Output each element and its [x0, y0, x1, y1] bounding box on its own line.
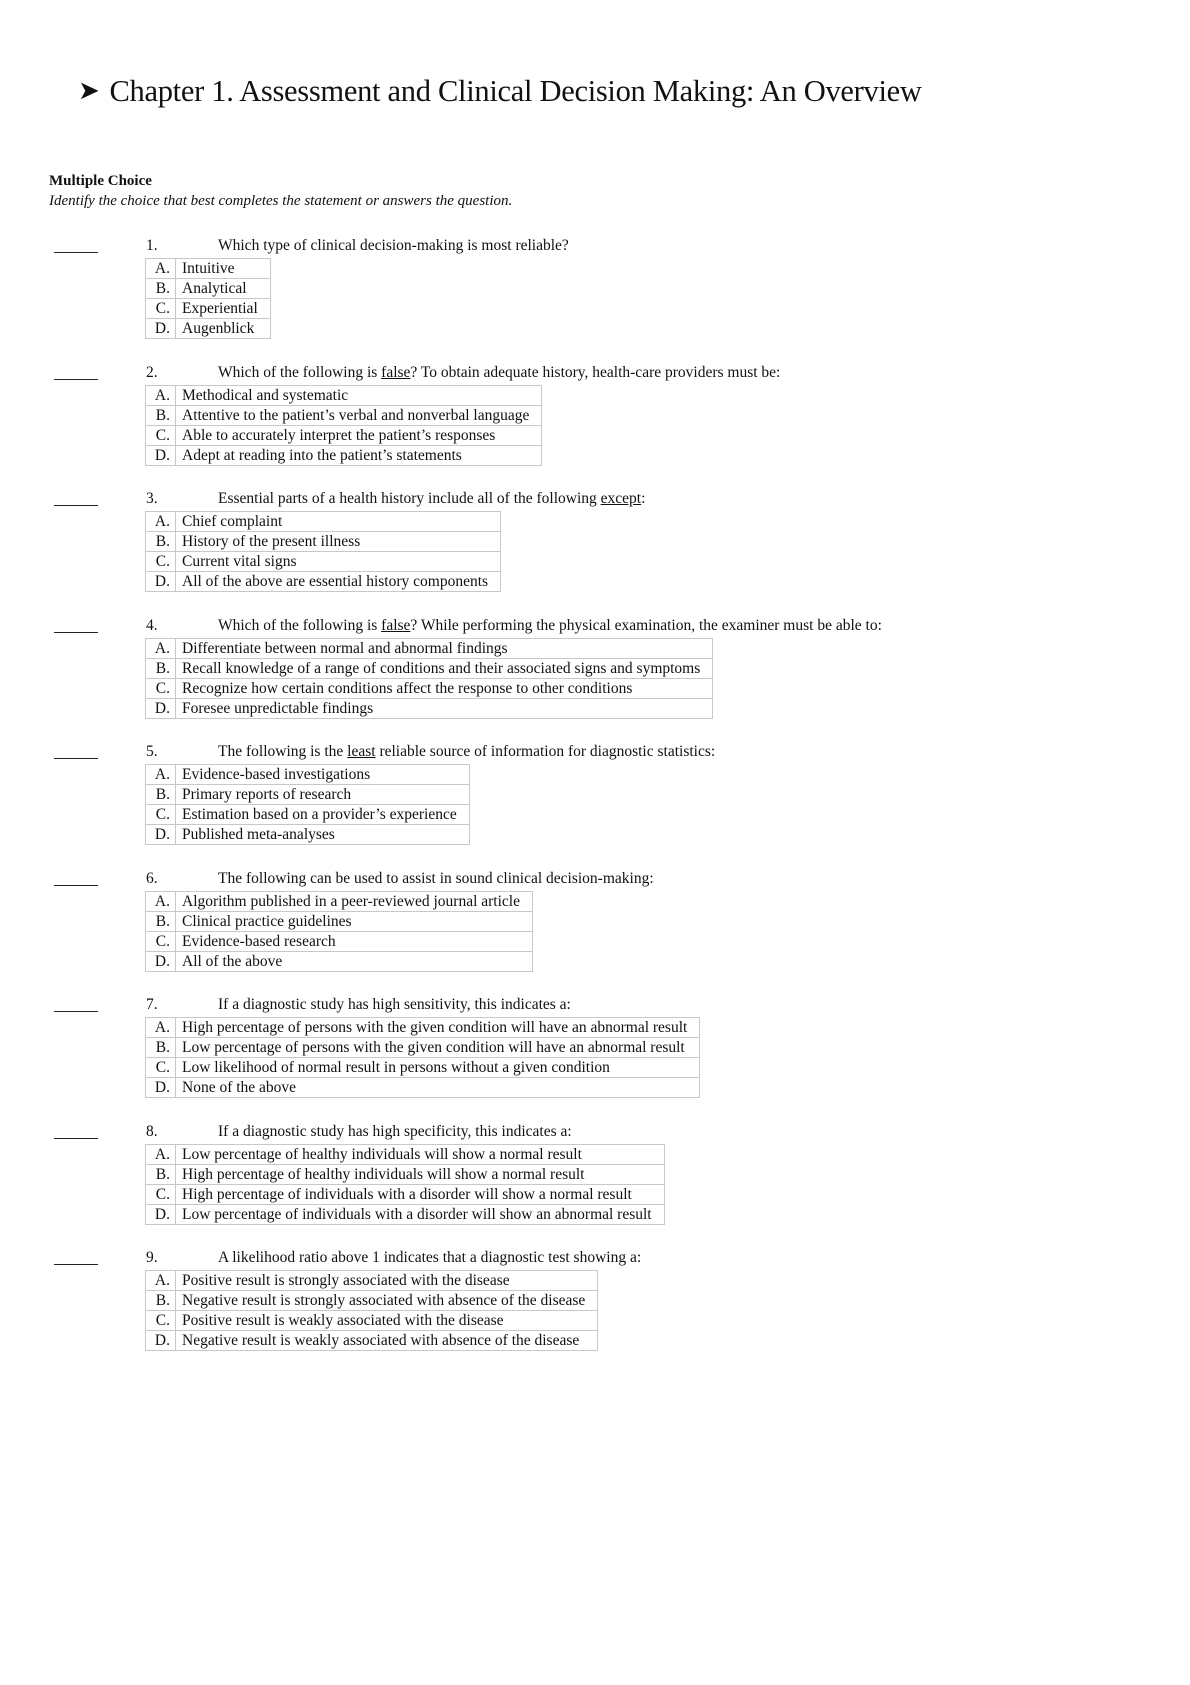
choice-letter: B. [146, 912, 176, 932]
choice-letter: D. [146, 1331, 176, 1351]
question-text-segment: If a diagnostic study has high sensitivity, this indicates a: [218, 996, 571, 1013]
choice-row [146, 1331, 598, 1351]
choice-letter: C. [146, 1185, 176, 1205]
choice-letter: C. [146, 1058, 176, 1078]
choice-row [146, 1205, 665, 1225]
choice-text: Low percentage of individuals with a disorder will show an abnormal result [176, 1205, 665, 1225]
choice-letter: A. [146, 386, 176, 406]
question-text-underlined: least [347, 743, 376, 760]
choice-text: Able to accurately interpret the patient’s responses [176, 426, 542, 446]
choice-text: Evidence-based research [176, 932, 533, 952]
question-text [218, 1123, 572, 1141]
choice-text: None of the above [176, 1078, 700, 1098]
question-number: 4. [146, 617, 158, 634]
choice-letter: B. [146, 1165, 176, 1185]
choice-table [145, 764, 470, 845]
choice-text: Evidence-based investigations [176, 765, 470, 785]
choice-text: Low percentage of persons with the given condition will have an abnormal result [176, 1038, 700, 1058]
section-instructions: Identify the choice that best completes the statement or answers the question. [49, 193, 513, 209]
choice-row [146, 679, 713, 699]
choice-row [146, 532, 501, 552]
section-heading: Multiple Choice [49, 173, 152, 189]
choice-letter: B. [146, 532, 176, 552]
question-text-segment: reliable source of information for diagnostic statistics: [375, 743, 716, 760]
choice-text: Intuitive [176, 259, 271, 279]
choice-table [145, 511, 501, 592]
question-text-segment: A likelihood ratio above 1 indicates that a diagnostic test showing a: [218, 1249, 642, 1266]
choice-row [146, 426, 542, 446]
answer-blank[interactable] [54, 758, 98, 759]
choice-row [146, 805, 470, 825]
choice-row [146, 1311, 598, 1331]
choice-row [146, 765, 470, 785]
choice-letter: D. [146, 572, 176, 592]
choice-row [146, 1291, 598, 1311]
choice-row [146, 259, 271, 279]
answer-blank[interactable] [54, 379, 98, 380]
choice-letter: C. [146, 1311, 176, 1331]
choice-row [146, 1058, 700, 1078]
question-text [218, 1249, 641, 1267]
choice-text: Augenblick [176, 319, 271, 339]
question-text-segment: : [641, 490, 646, 507]
choice-text: High percentage of persons with the given condition will have an abnormal result [176, 1018, 700, 1038]
choice-text: Positive result is strongly associated with the disease [176, 1271, 598, 1291]
choice-row [146, 406, 542, 426]
question-number: 5. [146, 743, 158, 760]
choice-row [146, 785, 470, 805]
choice-text: Algorithm published in a peer-reviewed journal article [176, 892, 533, 912]
arrow-bullet-icon: ➤ [78, 76, 100, 105]
chapter-title-text: Chapter 1. Assessment and Clinical Decision Making: An Overview [109, 74, 922, 108]
choice-row [146, 1018, 700, 1038]
choice-text: Attentive to the patient’s verbal and nonverbal language [176, 406, 542, 426]
chapter-title [78, 74, 922, 109]
question-text [218, 237, 569, 255]
choice-letter: C. [146, 552, 176, 572]
choice-text: Clinical practice guidelines [176, 912, 533, 932]
choice-text: Positive result is weakly associated with the disease [176, 1311, 598, 1331]
choice-text: Differentiate between normal and abnormal findings [176, 639, 713, 659]
choice-table [145, 1270, 598, 1351]
question-text [218, 870, 654, 888]
choice-text: Negative result is weakly associated with absence of the disease [176, 1331, 598, 1351]
choice-row [146, 932, 533, 952]
choice-text: Recall knowledge of a range of conditions and their associated signs and symptoms [176, 659, 713, 679]
choice-row [146, 1145, 665, 1165]
choice-text: All of the above are essential history components [176, 572, 501, 592]
choice-letter: A. [146, 1018, 176, 1038]
choice-letter: D. [146, 319, 176, 339]
question-text-segment: Essential parts of a health history include all of the following [218, 490, 601, 507]
question-text [218, 743, 715, 761]
question-text [218, 996, 571, 1014]
question-text [218, 364, 780, 382]
choice-letter: A. [146, 639, 176, 659]
question-number: 9. [146, 1249, 158, 1266]
choice-row [146, 279, 271, 299]
question-number: 8. [146, 1123, 158, 1140]
choice-row [146, 952, 533, 972]
choice-row [146, 659, 713, 679]
choice-letter: B. [146, 785, 176, 805]
choice-letter: D. [146, 446, 176, 466]
choice-text: Adept at reading into the patient’s statements [176, 446, 542, 466]
choice-row [146, 1271, 598, 1291]
choice-letter: A. [146, 892, 176, 912]
choice-row [146, 319, 271, 339]
choice-table [145, 1017, 700, 1098]
question-number: 1. [146, 237, 158, 254]
choice-letter: C. [146, 805, 176, 825]
choice-row [146, 639, 713, 659]
answer-blank[interactable] [54, 505, 98, 506]
question-text [218, 617, 882, 635]
choice-text: Foresee unpredictable findings [176, 699, 713, 719]
choice-letter: D. [146, 825, 176, 845]
choice-letter: C. [146, 299, 176, 319]
choice-letter: A. [146, 259, 176, 279]
answer-blank[interactable] [54, 885, 98, 886]
choice-text: Analytical [176, 279, 271, 299]
choice-row [146, 299, 271, 319]
choice-letter: D. [146, 1205, 176, 1225]
question-text-segment: If a diagnostic study has high specificity, this indicates a: [218, 1123, 572, 1140]
choice-text: Low likelihood of normal result in persons without a given condition [176, 1058, 700, 1078]
choice-text: Primary reports of research [176, 785, 470, 805]
question-text [218, 490, 645, 508]
choice-text: Low percentage of healthy individuals will show a normal result [176, 1145, 665, 1165]
choice-letter: B. [146, 1038, 176, 1058]
choice-row [146, 825, 470, 845]
choice-text: Experiential [176, 299, 271, 319]
choice-letter: B. [146, 659, 176, 679]
question-text-segment: ? While performing the physical examination, the examiner must be able to: [410, 617, 882, 634]
question-text-segment: Which of the following is [218, 364, 382, 381]
choice-row [146, 912, 533, 932]
question-text-segment: The following can be used to assist in sound clinical decision-making: [218, 870, 654, 887]
choice-letter: C. [146, 679, 176, 699]
choice-row [146, 446, 542, 466]
choice-letter: A. [146, 1271, 176, 1291]
choice-row [146, 386, 542, 406]
choice-row [146, 572, 501, 592]
choice-row [146, 1185, 665, 1205]
question-text-segment: ? To obtain adequate history, health-care providers must be: [410, 364, 781, 381]
choice-row [146, 1078, 700, 1098]
choice-table [145, 258, 271, 339]
choice-text: Recognize how certain conditions affect the response to other conditions [176, 679, 713, 699]
question-text-segment: Which type of clinical decision-making is most reliable? [218, 237, 569, 254]
answer-blank[interactable] [54, 252, 98, 253]
choice-letter: B. [146, 1291, 176, 1311]
question-number: 6. [146, 870, 158, 887]
answer-blank[interactable] [54, 632, 98, 633]
choice-letter: B. [146, 279, 176, 299]
choice-text: Chief complaint [176, 512, 501, 532]
choice-letter: B. [146, 406, 176, 426]
choice-table [145, 891, 533, 972]
choice-letter: D. [146, 699, 176, 719]
choice-text: All of the above [176, 952, 533, 972]
question-text-underlined: false [381, 617, 411, 634]
choice-text: Negative result is strongly associated with absence of the disease [176, 1291, 598, 1311]
choice-row [146, 699, 713, 719]
answer-blank[interactable] [54, 1011, 98, 1012]
question-number: 7. [146, 996, 158, 1013]
choice-row [146, 1038, 700, 1058]
question-text-segment: The following is the [218, 743, 348, 760]
question-number: 3. [146, 490, 158, 507]
choice-table [145, 638, 713, 719]
answer-blank[interactable] [54, 1264, 98, 1265]
question-text-segment: Which of the following is [218, 617, 382, 634]
choice-table [145, 1144, 665, 1225]
choice-text: High percentage of healthy individuals will show a normal result [176, 1165, 665, 1185]
choice-letter: D. [146, 1078, 176, 1098]
choice-table [145, 385, 542, 466]
choice-text: History of the present illness [176, 532, 501, 552]
question-number: 2. [146, 364, 158, 381]
choice-letter: C. [146, 426, 176, 446]
choice-letter: A. [146, 512, 176, 532]
answer-blank[interactable] [54, 1138, 98, 1139]
choice-letter: C. [146, 932, 176, 952]
choice-text: Estimation based on a provider’s experience [176, 805, 470, 825]
choice-row [146, 512, 501, 532]
choice-text: Current vital signs [176, 552, 501, 572]
choice-row [146, 552, 501, 572]
choice-letter: D. [146, 952, 176, 972]
choice-row [146, 892, 533, 912]
choice-text: High percentage of individuals with a disorder will show a normal result [176, 1185, 665, 1205]
question-text-underlined: false [381, 364, 411, 381]
choice-text: Published meta-analyses [176, 825, 470, 845]
question-text-underlined: except [600, 490, 642, 507]
choice-row [146, 1165, 665, 1185]
choice-text: Methodical and systematic [176, 386, 542, 406]
choice-letter: A. [146, 1145, 176, 1165]
choice-letter: A. [146, 765, 176, 785]
